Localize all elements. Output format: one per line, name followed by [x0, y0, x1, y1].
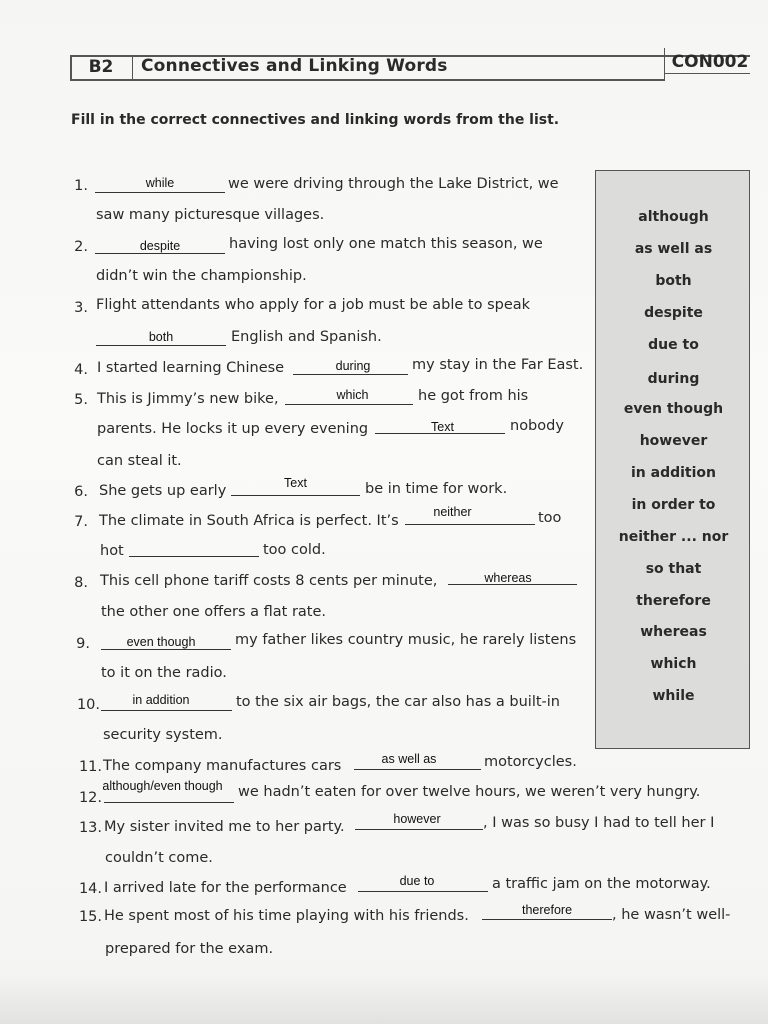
question-text: hot [100, 543, 124, 559]
question-text: saw many picturesque villages. [96, 207, 325, 223]
word-list-item: in addition [630, 465, 716, 481]
answer-text: Text [284, 476, 307, 490]
item-number: 1. [74, 178, 88, 194]
answer-text: both [148, 330, 174, 344]
question-text: couldn’t come. [105, 850, 213, 866]
question-text: nobody [510, 418, 564, 434]
answer-blank[interactable] [231, 495, 360, 496]
item-number: 8. [74, 575, 88, 591]
word-list-item: despite [644, 305, 703, 321]
word-list-item: although [638, 209, 709, 225]
header-bottom-border [70, 79, 664, 81]
word-list-item: whereas [640, 624, 707, 640]
answer-text: as well as [381, 752, 437, 766]
word-list-item: due to [648, 337, 699, 353]
answer-blank[interactable] [101, 649, 231, 650]
question-text: prepared for the exam. [105, 941, 274, 957]
question-text: too cold. [263, 542, 326, 558]
item-number: 5. [74, 392, 88, 408]
word-list-item: while [652, 688, 695, 704]
question-text: a traffic jam on the motorway. [492, 876, 711, 892]
word-list-item: neither ... nor [618, 529, 729, 545]
word-list-item: both [655, 273, 692, 289]
worksheet-header [70, 52, 750, 80]
item-number: 7. [74, 514, 88, 530]
header-divider-1 [132, 55, 133, 81]
item-number: 3. [74, 300, 88, 316]
question-text: motorcycles. [484, 754, 577, 770]
word-list-item: during [647, 371, 700, 387]
word-list-item: which [650, 656, 697, 672]
answer-text: therefore [521, 903, 573, 917]
item-number: 12. [78, 790, 102, 806]
answer-text: which [336, 388, 369, 402]
question-text: be in time for work. [365, 481, 508, 497]
question-text: he got from his [418, 388, 529, 404]
question-text: security system. [103, 727, 223, 743]
word-list-box [595, 170, 750, 749]
answer-blank[interactable] [358, 891, 488, 892]
header-divider-2 [664, 48, 665, 81]
answer-blank[interactable] [129, 556, 259, 557]
answer-text: due to [399, 874, 435, 888]
instruction-text: Fill in the correct connectives and linking words from the list. [71, 112, 560, 128]
answer-blank[interactable] [354, 769, 481, 770]
question-text: to it on the radio. [101, 665, 227, 681]
question-text: She gets up early [99, 483, 227, 499]
question-text: The company manufactures cars [103, 758, 342, 774]
question-text: can steal it. [97, 453, 182, 469]
question-text: This cell phone tariff costs 8 cents per minute, [100, 573, 438, 589]
question-text: having lost only one match this season, we [229, 236, 543, 252]
word-list-item: therefore [636, 593, 711, 609]
question-text: , he wasn’t well- [612, 907, 731, 923]
worksheet-code: CON002 [671, 52, 749, 72]
item-number: 2. [74, 239, 88, 255]
question-text: He spent most of his time playing with his friends. [104, 908, 469, 924]
question-text: my stay in the Far East. [412, 357, 584, 373]
answer-text: in addition [132, 693, 190, 707]
answer-text: neither [433, 505, 472, 519]
question-text: my father likes country music, he rarely listens [235, 632, 577, 648]
word-list-item: even though [623, 401, 724, 417]
item-number: 14. [78, 881, 102, 897]
answer-blank[interactable] [95, 192, 225, 193]
answer-blank[interactable] [293, 374, 408, 375]
answer-blank[interactable] [95, 253, 225, 254]
question-text: parents. He locks it up every evening [97, 421, 369, 437]
answer-text: Text [431, 420, 454, 434]
word-list-item: as well as [634, 241, 713, 257]
question-text: we were driving through the Lake District, we [228, 176, 559, 192]
item-number: 11. [78, 759, 102, 775]
answer-blank[interactable] [355, 829, 483, 830]
word-list-item: however [639, 433, 708, 449]
answer-text: during [335, 359, 371, 373]
answer-blank[interactable] [285, 404, 413, 405]
item-number: 13. [78, 820, 102, 836]
answer-blank[interactable] [96, 345, 226, 346]
page-bottom-shadow [0, 975, 768, 1024]
answer-text: while [145, 176, 175, 190]
question-text: the other one offers a flat rate. [101, 604, 327, 620]
question-text: English and Spanish. [231, 329, 382, 345]
answer-blank[interactable] [482, 919, 612, 920]
question-text: I started learning Chinese [97, 360, 285, 376]
answer-text: even though [126, 635, 196, 649]
level-label: B2 [88, 57, 114, 77]
question-text: we hadn’t eaten for over twelve hours, we weren’t very hungry. [238, 784, 701, 800]
answer-blank[interactable] [101, 710, 232, 711]
answer-text: despite [139, 239, 181, 253]
worksheet-title: Connectives and Linking Words [141, 56, 448, 76]
item-number: 15. [78, 909, 102, 925]
question-text: didn’t win the championship. [96, 268, 307, 284]
answer-blank[interactable] [405, 524, 535, 525]
item-number: 6. [74, 484, 88, 500]
answer-text: whereas [484, 571, 532, 585]
question-text: Flight attendants who apply for a job must be able to speak [96, 297, 531, 313]
word-list-item: in order to [631, 497, 716, 513]
item-number: 9. [76, 636, 90, 652]
question-text: to the six air bags, the car also has a built-in [236, 694, 560, 710]
item-number: 4. [74, 362, 88, 378]
answer-blank[interactable] [104, 802, 234, 803]
answer-text: although/even though [102, 779, 223, 793]
question-text: The climate in South Africa is perfect. It’s [99, 513, 399, 529]
question-text: This is Jimmy’s new bike, [97, 391, 279, 407]
question-text: I arrived late for the performance [104, 880, 347, 896]
question-text: too [538, 510, 562, 526]
answer-text: however [393, 812, 441, 826]
question-text: My sister invited me to her party. [104, 819, 345, 835]
word-list-item: so that [645, 561, 702, 577]
question-text: , I was so busy I had to tell her I [483, 815, 715, 831]
item-number: 10. [76, 697, 100, 713]
